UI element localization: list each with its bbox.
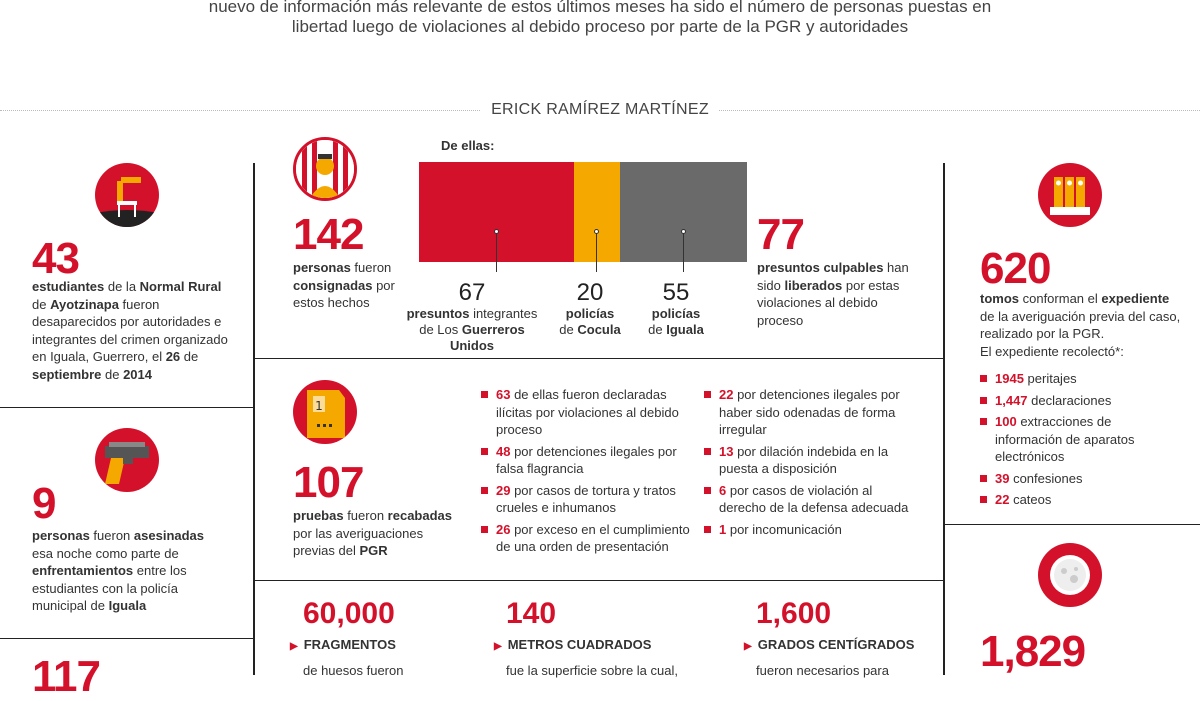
- stat-43-text: estudiantes de la Normal Rural de Ayotzinapa fueron desaparecidos por autoridades e integrantes del crimen organizado en Iguala, Guerrero, el 26 de septiembre de 2014: [32, 279, 228, 382]
- stat-142-text: personas fueron consignadas por estos hechos: [293, 260, 395, 310]
- bottom-stat-fragmentos: 60,000 ▶ FRAGMENTOS de huesos fueron: [290, 598, 490, 679]
- right-column-divider: [943, 163, 945, 675]
- evidence-folder-icon: [293, 380, 357, 444]
- bone-fragment-icon: [1038, 543, 1102, 607]
- de-ellas-label: De ellas:: [441, 138, 495, 153]
- expediente-list: [980, 370, 1180, 513]
- stacked-bar: [419, 162, 747, 262]
- bar-pointer-dot: [494, 229, 499, 234]
- label-cocula: 20 policías de Cocula: [559, 279, 621, 337]
- list-item: 63 de ellas fueron declaradas ilícitas por violaciones al debido proceso: [481, 386, 701, 439]
- bottom-stat-grados: 1,600 ▶ GRADOS CENTÍGRADOS fueron necesarios para: [744, 598, 934, 679]
- list-item: 22 por detenciones ilegales por haber sido odenadas de forma irregular: [704, 386, 914, 439]
- stat-620-text: tomos conforman el expediente de la averiguación previa del caso, realizado por la PGR. El expediente recolectó*:: [980, 291, 1181, 359]
- intro-line-2: libertad luego de violaciones al debido proceso por parte de la PGR y autoridades: [291, 17, 909, 36]
- prisoner-icon: [293, 137, 357, 201]
- stat-77-number: 77: [757, 210, 804, 259]
- author-byline: ERICK RAMÍREZ MARTÍNEZ: [0, 101, 1200, 119]
- left-separator-2: [0, 638, 253, 639]
- stat-43-number: 43: [32, 234, 79, 283]
- stat-142-number: 142: [293, 210, 364, 259]
- list-item: 13 por dilación indebida en la puesta a disposición: [704, 443, 914, 478]
- stat-77-text: presuntos culpables han sido liberados por estas violaciones al debido proceso: [757, 260, 909, 328]
- pruebas-list-1: [481, 386, 701, 560]
- left-separator-1: [0, 407, 253, 408]
- right-separator-1: [945, 524, 1200, 525]
- list-item: 26 por exceso en el cumplimiento de una orden de presentación: [481, 521, 701, 556]
- center-separator-1: [255, 358, 943, 359]
- stat-9-number: 9: [32, 479, 56, 528]
- bar-pointer-line: [596, 232, 597, 272]
- bar-pointer-line: [683, 232, 684, 272]
- svg-text:1: 1: [315, 399, 323, 413]
- stat-1829-number: 1,829: [980, 627, 1086, 676]
- list-item: 1,447 declaraciones: [980, 392, 1180, 410]
- bar-pointer-dot: [681, 229, 686, 234]
- bottom-stat-number: 60,000: [303, 597, 395, 630]
- stat-620-number: 620: [980, 244, 1051, 293]
- pistol-icon: [95, 428, 159, 492]
- label-iguala: 55 policías de Iguala: [648, 279, 704, 337]
- list-item: 1945 peritajes: [980, 370, 1180, 388]
- list-item: 29 por casos de tortura y tratos crueles e inhumanos: [481, 482, 701, 517]
- list-item: 48 por detenciones ilegales por falsa flagrancia: [481, 443, 701, 478]
- stat-9-text: personas fueron asesinadas esa noche como parte de enfrentamientos entre los estudiantes con la policía municipal de Iguala: [32, 528, 205, 613]
- pruebas-list-2: [704, 386, 914, 542]
- stat-117-number: 117: [32, 652, 100, 701]
- center-separator-2: [255, 580, 943, 581]
- label-guerreros: 67 presuntos integrantes de Los Guerreros Unidos: [406, 279, 538, 353]
- list-item: 39 confesiones: [980, 470, 1180, 488]
- left-column-divider: [253, 163, 255, 675]
- intro-text: [0, 0, 1200, 37]
- bottom-stat-number: 140: [506, 597, 557, 630]
- school-desk-icon: [95, 163, 159, 227]
- list-item: 100 extracciones de información de aparatos electrónicos: [980, 413, 1180, 466]
- bottom-stat-metros: 140 ▶ METROS CUADRADOS fue la superficie sobre la cual,: [494, 598, 734, 679]
- stat-107-text: pruebas fueron recabadas por las averiguaciones previas del PGR: [293, 508, 452, 558]
- intro-line-1: nuevo de información más relevante de estos últimos meses ha sido el número de personas puestas en: [208, 0, 992, 16]
- binders-icon: [1038, 163, 1102, 227]
- stat-107-number: 107: [293, 458, 364, 507]
- list-item: 1 por incomunicación: [704, 521, 914, 539]
- bottom-stat-number: 1,600: [756, 597, 832, 630]
- bar-pointer-line: [496, 232, 497, 272]
- list-item: 22 cateos: [980, 491, 1180, 509]
- list-item: 6 por casos de violación al derecho de la defensa adecuada: [704, 482, 914, 517]
